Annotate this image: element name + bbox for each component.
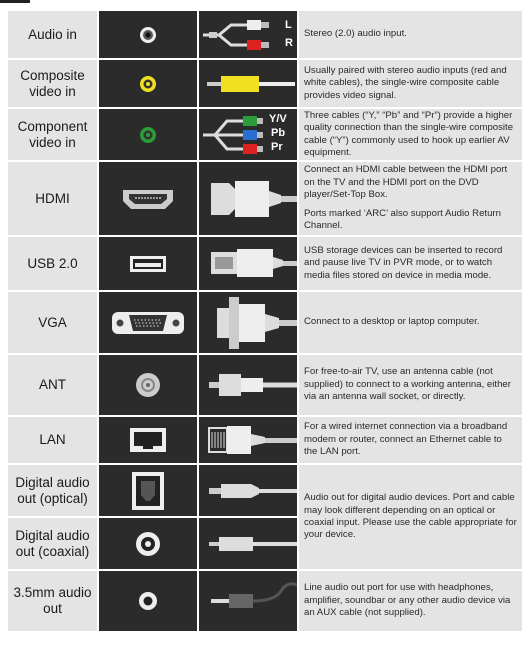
hdmi-cable-icon — [199, 162, 297, 235]
desc-lan: For a wired internet connection via a broadband modem or router, connect an Ethernet cable to the LAN port. — [299, 417, 522, 463]
label-hdmi: HDMI — [8, 162, 97, 235]
lan-port-icon — [99, 417, 197, 463]
antenna-port-icon — [99, 355, 197, 415]
composite-port-icon — [99, 60, 197, 107]
usb-port-icon — [99, 237, 197, 290]
desc-hdmi: Connect an HDMI cable between the HDMI port on the TV and the HDMI port on the DVD player/Set-Top Box. Ports marked ‘ARC’ also support Audio Return Channel. — [299, 162, 522, 235]
desc-headphone: Line audio out port for use with headphones, amplifier, soundbar or any other audio device via an AUX cable (not supplied). — [299, 571, 522, 631]
pr-tag: Pr — [271, 141, 283, 153]
desc-ant: For free-to-air TV, use an antenna cable (not supplied) to connect to a working antenna, either via an antenna wall socket, or directly. — [299, 355, 522, 415]
coaxial-cable-icon — [199, 518, 297, 569]
desc-composite: Usually paired with stereo audio inputs (red and white cables), the single-wire composite cable provides video signal. — [299, 60, 522, 107]
connections-table — [6, 9, 524, 633]
y-tag: Y/V — [269, 113, 287, 125]
label-coaxial: Digital audio out (coaxial) — [8, 518, 97, 569]
table-row-optical — [8, 465, 522, 516]
desc-usb: USB storage devices can be inserted to record and pause live TV in PVR mode, or to watch media files stored on device in media mode. — [299, 237, 522, 290]
audio-rca-cable-icon — [199, 11, 297, 58]
table-row-vga — [8, 292, 522, 353]
label-lan: LAN — [8, 417, 97, 463]
table-row-audio-in — [8, 11, 522, 58]
coaxial-port-icon — [99, 518, 197, 569]
headphone-port-icon — [99, 571, 197, 631]
label-optical: Digital audio out (optical) — [8, 465, 97, 516]
label-ant: ANT — [8, 355, 97, 415]
lan-cable-icon — [199, 417, 297, 463]
composite-cable-icon — [199, 60, 297, 107]
usb-cable-icon — [199, 237, 297, 290]
optical-port-icon — [99, 465, 197, 516]
table-row-composite — [8, 60, 522, 107]
desc-digital-audio: Audio out for digital audio devices. Port and cable may look different depending on an optical or coaxial input. Please use the cable appropriate for your device. — [299, 465, 522, 569]
audio-in-port-icon — [99, 11, 197, 58]
left-channel-tag: L — [285, 19, 292, 31]
hdmi-port-icon — [99, 162, 197, 235]
label-composite: Composite video in — [8, 60, 97, 107]
label-component: Component video in — [8, 109, 97, 160]
right-channel-tag: R — [285, 37, 293, 49]
component-cable-icon — [199, 109, 297, 160]
optical-cable-icon — [199, 465, 297, 516]
component-port-icon — [99, 109, 197, 160]
table-row-lan — [8, 417, 522, 463]
table-row-component — [8, 109, 522, 160]
table-row-ant — [8, 355, 522, 415]
desc-vga: Connect to a desktop or laptop computer. — [299, 292, 522, 353]
pb-tag: Pb — [271, 127, 286, 139]
vga-port-icon — [99, 292, 197, 353]
label-vga: VGA — [8, 292, 97, 353]
label-audio-in: Audio in — [8, 11, 97, 58]
vga-cable-icon — [199, 292, 297, 353]
table-row-usb — [8, 237, 522, 290]
table-row-headphone — [8, 571, 522, 631]
label-headphone: 3.5mm audio out — [8, 571, 97, 631]
table-row-hdmi — [8, 162, 522, 235]
antenna-cable-icon — [199, 355, 297, 415]
label-usb: USB 2.0 — [8, 237, 97, 290]
desc-component: Three cables (“Y,” “Pb” and “Pr”) provide a higher quality connection than the single-wire composite cable (“Y”) commonly used to hook up earlier AV equipment. — [299, 109, 522, 160]
desc-audio-in: Stereo (2.0) audio input. — [299, 11, 522, 58]
headphone-cable-icon — [199, 571, 297, 631]
